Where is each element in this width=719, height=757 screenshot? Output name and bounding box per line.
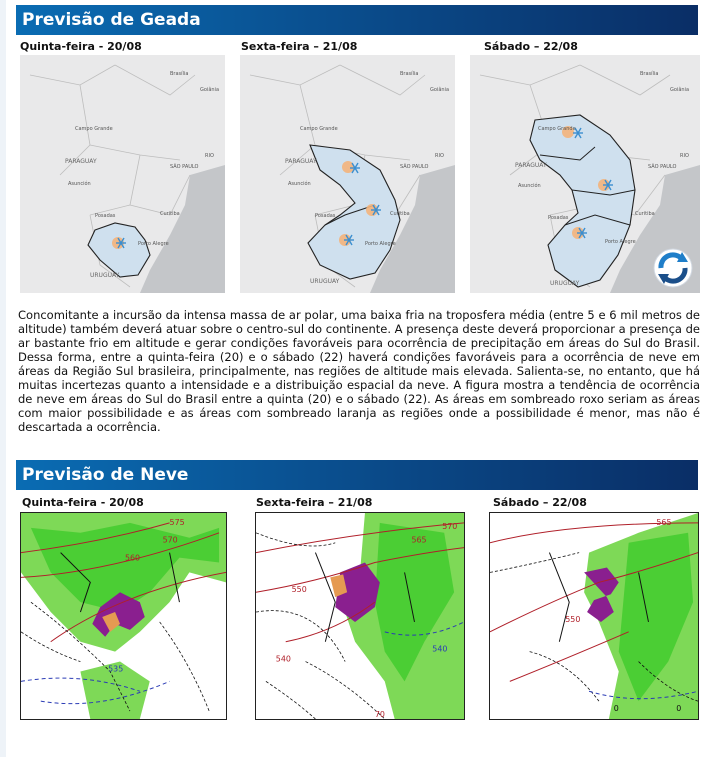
contour-label: 540	[275, 654, 291, 664]
svg-text:Goiânia: Goiânia	[430, 87, 450, 93]
contour-label: 560	[124, 553, 141, 563]
svg-text:Goiânia: Goiânia	[670, 87, 690, 93]
forecast-description: Concomitante a incursão da intensa massa de ar polar, uma baixa fria na troposfera média (entre 5 e 6 mil metros de altitude) também deverá atuar sobre o centro-sul do continente. A presença deste deverá proporcionar a presença de ar bastante frio em altitude e gerar condições favoráveis para ocorrência de precipitação em áreas do Sul do Brasil. Dessa forma, entre a quinta-feira (20) e o sábado (22) haverá condições favoráveis para a ocorrência de neve em áreas da Região Sul brasileira, principalmente, nas regiões de altitude mais elevada. Salienta-se, no entanto, que há muitas incertezas quanto a intensidade e a distribuição espacial da neve. A figura mostra a tendência de ocorrência de neve em áreas do Sul do Brasil entre a quinta (20) e o sábado (22). As áreas em sombreado roxo seriam as áreas com maior possibilidade e as áreas com sombreado laranja as regiões onde a possibilidade é menor, mas não é descartada a ocorrência.	[18, 308, 700, 434]
contour-label: 570	[162, 535, 178, 545]
svg-text:Brasília: Brasília	[170, 71, 189, 77]
svg-text:Porto Alegre: Porto Alegre	[605, 239, 636, 245]
svg-text:RIO: RIO	[205, 153, 214, 159]
snow-day-label-saturday: Sábado – 22/08	[493, 496, 587, 509]
svg-text:Brasília: Brasília	[640, 71, 659, 77]
svg-text:Posadas: Posadas	[95, 213, 116, 219]
svg-text:Asunción: Asunción	[518, 183, 541, 189]
svg-text:URUGUAY: URUGUAY	[90, 272, 120, 279]
snow-day-label-friday: Sexta-feira – 21/08	[256, 496, 373, 509]
svg-text:RIO: RIO	[435, 153, 444, 159]
svg-text:Campo Grande: Campo Grande	[75, 126, 113, 132]
svg-text:URUGUAY: URUGUAY	[310, 278, 340, 285]
frost-forecast-header: Previsão de Geada	[16, 5, 698, 35]
svg-text:PARAGUAY: PARAGUAY	[65, 158, 97, 165]
svg-text:RIO: RIO	[680, 153, 689, 159]
contour-label: 565	[656, 517, 672, 527]
svg-text:PARAGUAY: PARAGUAY	[285, 158, 317, 165]
contour-label: 535	[108, 664, 124, 674]
snow-map-saturday	[489, 512, 699, 720]
svg-text:PARAGUAY: PARAGUAY	[515, 162, 547, 169]
svg-text:Posadas: Posadas	[548, 215, 569, 221]
snow-day-label-thursday: Quinta-feira - 20/08	[22, 496, 144, 509]
contour-label: 0	[613, 704, 619, 714]
svg-text:SÃO PAULO: SÃO PAULO	[648, 164, 677, 170]
frost-map-thursday	[20, 55, 225, 293]
contour-label: 570	[442, 521, 458, 531]
svg-text:URUGUAY: URUGUAY	[550, 280, 580, 287]
contour-label: 565	[411, 535, 427, 545]
contour-label: 550	[565, 614, 581, 624]
left-border	[0, 0, 6, 757]
frost-day-label-friday: Sexta-feira – 21/08	[241, 40, 358, 53]
svg-text:Campo Grande: Campo Grande	[300, 126, 338, 132]
snow-forecast-header: Previsão de Neve	[16, 460, 698, 490]
contour-label: 70	[374, 710, 385, 719]
contour-label: 540	[432, 644, 448, 654]
svg-text:Porto Alegre: Porto Alegre	[365, 241, 396, 247]
svg-text:SÃO PAULO: SÃO PAULO	[400, 164, 429, 170]
snow-map-thursday	[20, 512, 227, 720]
frost-day-label-saturday: Sábado – 22/08	[484, 40, 578, 53]
contour-label: 575	[169, 517, 185, 527]
svg-text:Brasília: Brasília	[400, 71, 419, 77]
svg-text:SÃO PAULO: SÃO PAULO	[170, 164, 199, 170]
svg-text:Posadas: Posadas	[315, 213, 336, 219]
contour-label: 0	[676, 704, 682, 714]
svg-text:Curitiba: Curitiba	[160, 211, 180, 217]
frost-day-label-thursday: Quinta-feira - 20/08	[20, 40, 142, 53]
svg-text:Goiânia: Goiânia	[200, 87, 220, 93]
snow-map-friday	[255, 512, 465, 720]
svg-text:Curitiba: Curitiba	[390, 211, 410, 217]
contour-label: 550	[291, 585, 307, 595]
frost-map-friday	[240, 55, 455, 293]
svg-text:Asunción: Asunción	[288, 181, 311, 187]
refresh-icon[interactable]	[652, 247, 694, 289]
svg-text:Asunción: Asunción	[68, 181, 91, 187]
svg-text:Curitiba: Curitiba	[635, 211, 655, 217]
svg-text:Porto Alegre: Porto Alegre	[138, 241, 169, 247]
svg-text:Campo Grande: Campo Grande	[538, 126, 576, 132]
